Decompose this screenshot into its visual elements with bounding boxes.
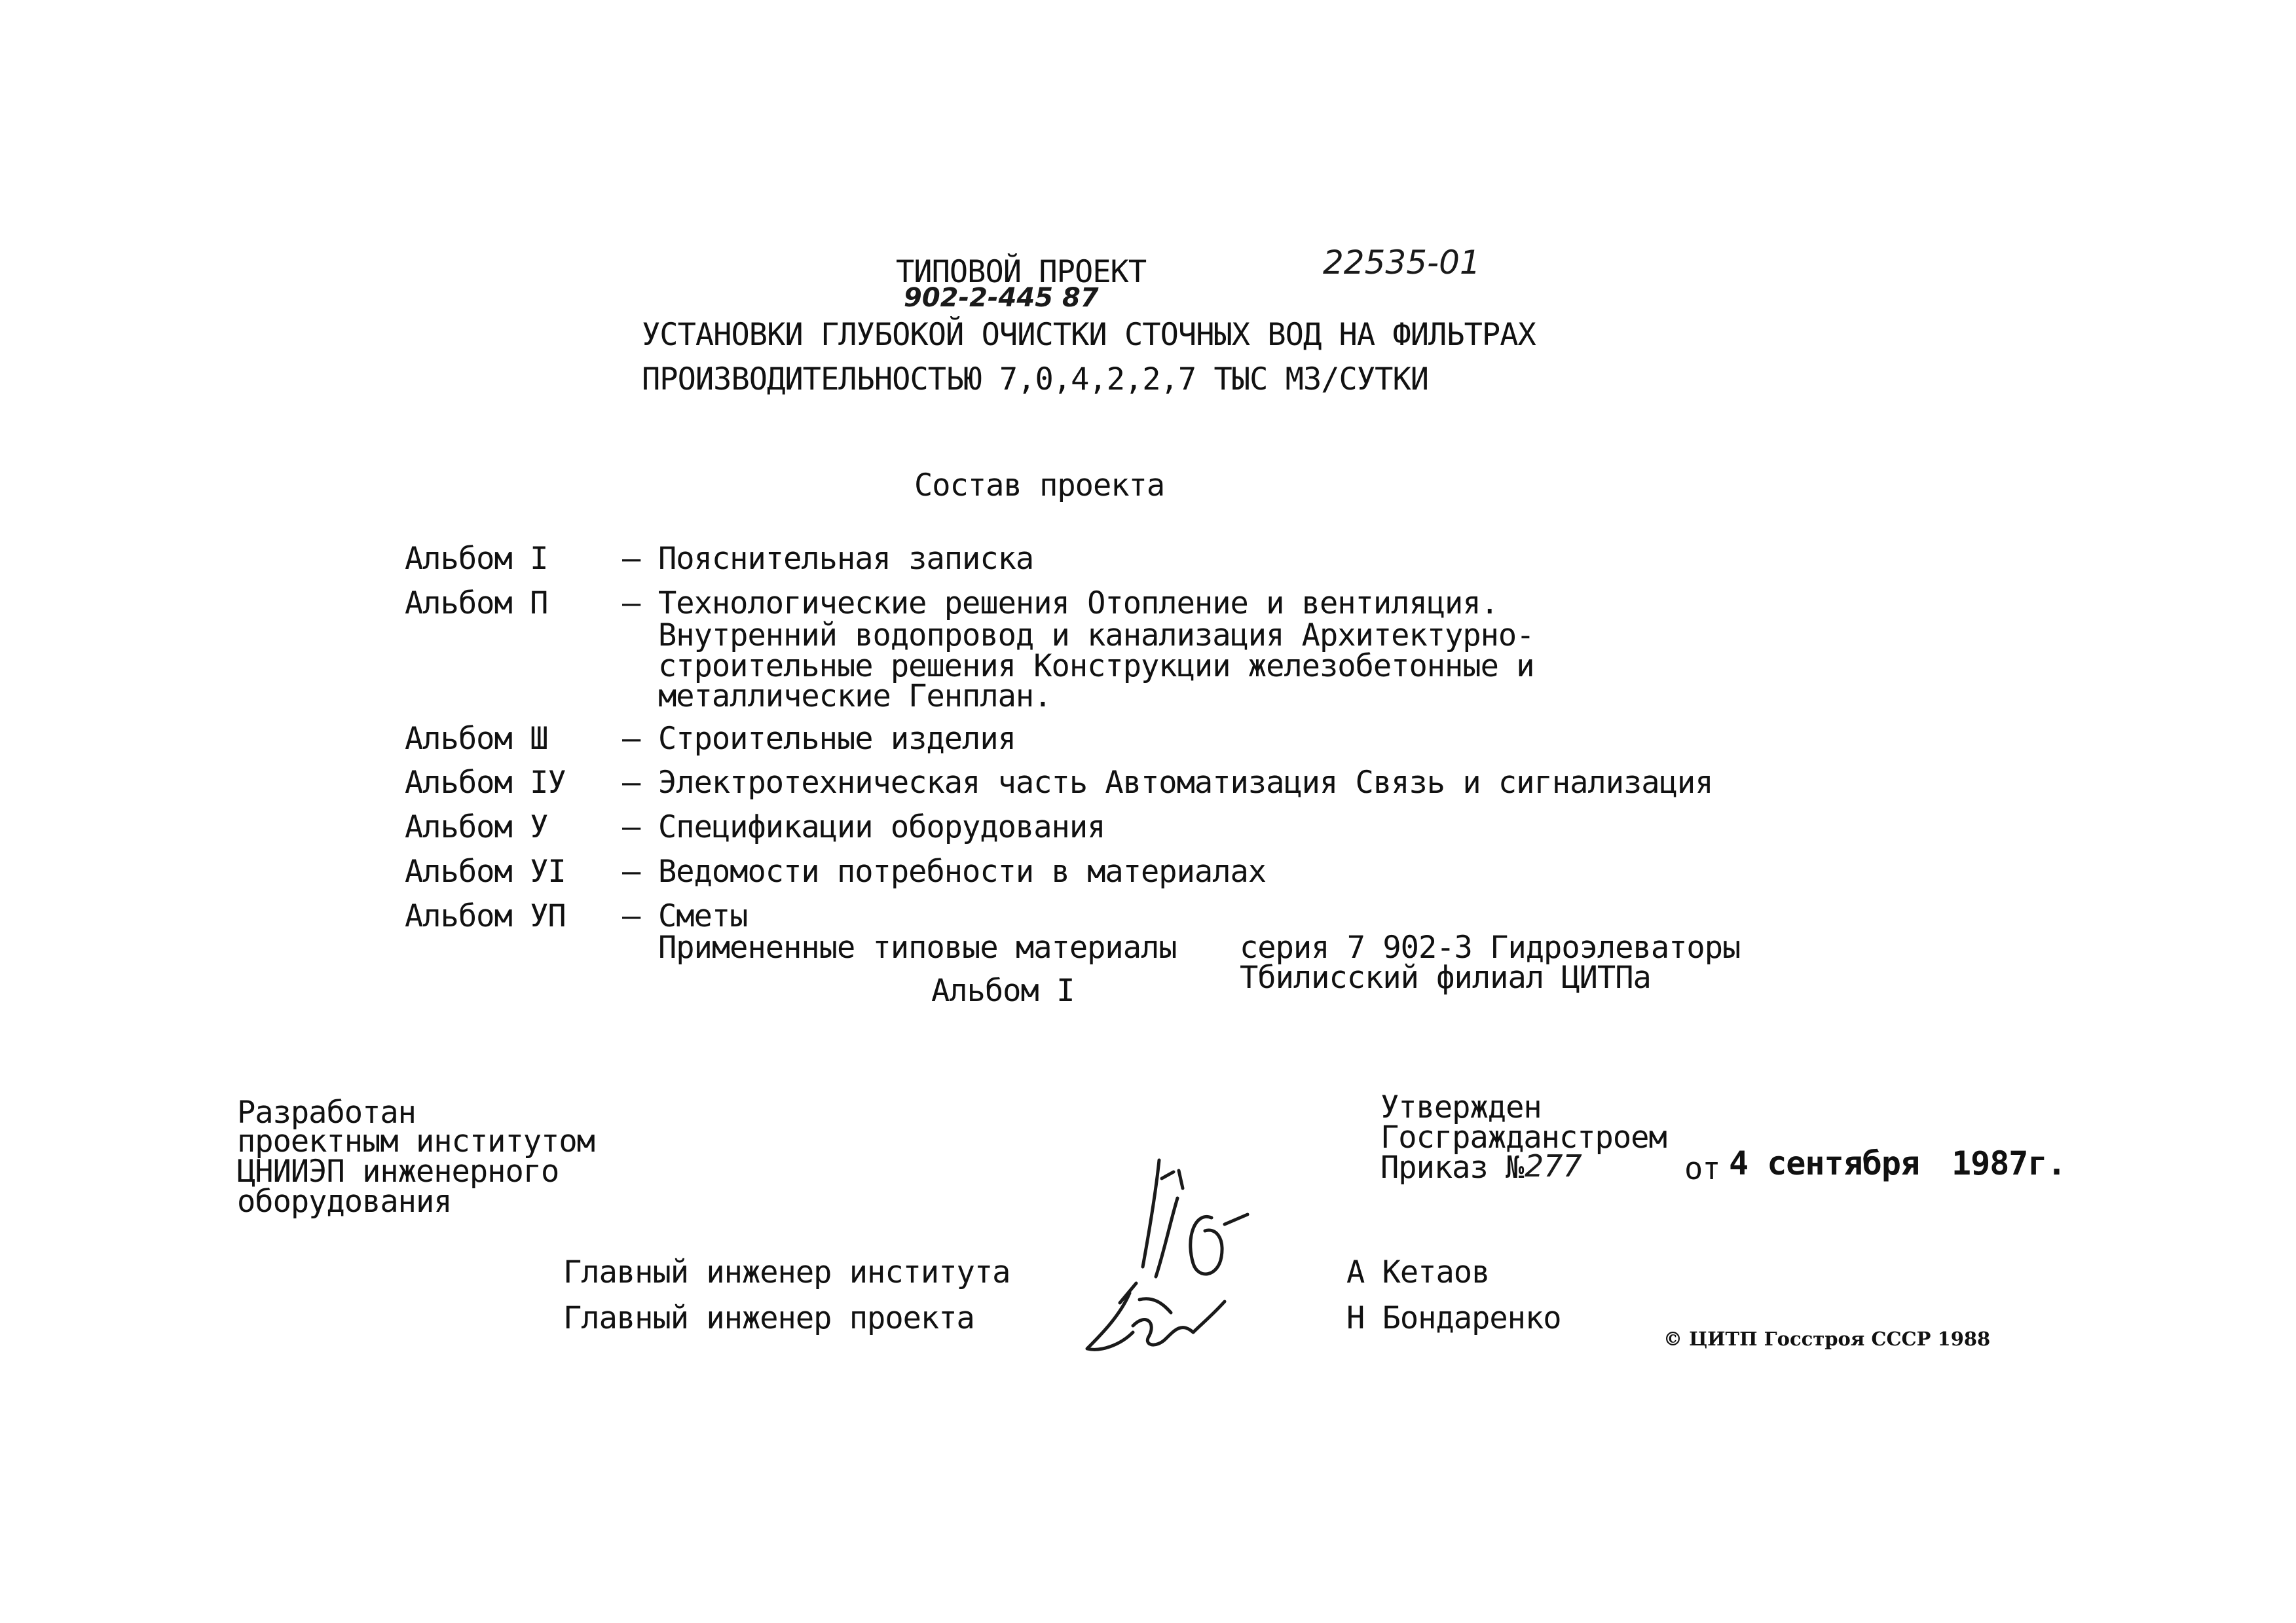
applied-materials-label: Примененные типовые материалы bbox=[658, 930, 1177, 966]
order-label: Приказ № bbox=[1380, 1150, 1524, 1186]
album-description: металлические Генплан. bbox=[658, 678, 1052, 714]
approval-year: 1987г. bbox=[1952, 1144, 2066, 1182]
album-label: Альбом Ш bbox=[405, 721, 548, 757]
contents-title: Состав проекта bbox=[914, 467, 1165, 503]
album-description: Спецификации оборудования bbox=[658, 809, 1105, 845]
album-description: Пояснительная записка bbox=[658, 541, 1034, 577]
copyright-stamp: © ЦИТП Госстроя СССР 1988 bbox=[1663, 1328, 1991, 1350]
handwritten-signatures bbox=[1022, 1152, 1270, 1375]
applied-series: серия 7 902-3 Гидроэлеваторы bbox=[1240, 930, 1741, 966]
album-label: Альбом П bbox=[405, 585, 548, 621]
album-label: Альбом I bbox=[405, 541, 548, 577]
album-dash: – bbox=[622, 854, 640, 890]
album-label: Альбом УI bbox=[405, 854, 566, 890]
order-number: 277 bbox=[1525, 1148, 1582, 1184]
album-label: Альбом УП bbox=[405, 898, 566, 934]
chief-engineer-project-label: Главный инженер проекта bbox=[563, 1300, 974, 1336]
album-description: Ведомости потребности в материалах bbox=[658, 854, 1267, 890]
developed-line: Разработан bbox=[237, 1095, 416, 1131]
approval-date: 4 сентября bbox=[1729, 1144, 1920, 1182]
album-description: Сметы bbox=[658, 898, 748, 934]
chief-engineer-institute-label: Главный инженер института bbox=[563, 1254, 1010, 1290]
current-album: Альбом I bbox=[931, 973, 1075, 1009]
applied-organization: Тбилисский филиал ЦИТПа bbox=[1240, 960, 1651, 996]
album-dash: – bbox=[622, 541, 640, 577]
album-label: Альбом У bbox=[405, 809, 548, 845]
album-description: Технологические решения Отопление и вентиляция. bbox=[658, 585, 1498, 621]
album-dash: – bbox=[622, 898, 640, 934]
project-title: УСТАНОВКИ ГЛУБОКОЙ ОЧИСТКИ СТОЧНЫХ ВОД НА ФИЛЬТРАХ bbox=[642, 317, 1536, 353]
approved-organization: Госгражданстроем bbox=[1380, 1120, 1667, 1156]
doc-type-title: ТИПОВОЙ ПРОЕКТ bbox=[896, 254, 1147, 290]
approved-line: Утвержден bbox=[1380, 1089, 1542, 1125]
album-dash: – bbox=[622, 585, 640, 621]
developed-line: оборудования bbox=[237, 1184, 452, 1220]
project-capacity: ПРОИЗВОДИТЕЛЬНОСТЬЮ 7,0,4,2,2,7 ТЫС М3/СУТКИ bbox=[642, 361, 1429, 397]
chief-engineer-institute-name: А Кетаов bbox=[1346, 1254, 1490, 1290]
album-description: Строительные изделия bbox=[658, 721, 1016, 757]
album-label: Альбом ΙУ bbox=[405, 765, 566, 801]
album-dash: – bbox=[622, 765, 640, 801]
album-dash: – bbox=[622, 809, 640, 845]
album-dash: – bbox=[622, 721, 640, 757]
album-description: Электротехническая часть Автоматизация Связь и сигнализация bbox=[658, 765, 1713, 801]
developed-line: ЦНИИЭП инженерного bbox=[237, 1154, 559, 1190]
album-description: строительные решения Конструкции железобетонные и bbox=[658, 648, 1534, 684]
doc-number-handwritten: 22535-01 bbox=[1323, 244, 1481, 282]
date-prefix: от bbox=[1684, 1151, 1720, 1187]
project-code-handwritten: 902-2-445 87 bbox=[904, 283, 1099, 313]
developed-line: проектным институтом bbox=[237, 1123, 595, 1159]
album-description: Внутренний водопровод и канализация Архитектурно- bbox=[658, 617, 1534, 653]
chief-engineer-project-name: Н Бондаренко bbox=[1346, 1300, 1561, 1336]
